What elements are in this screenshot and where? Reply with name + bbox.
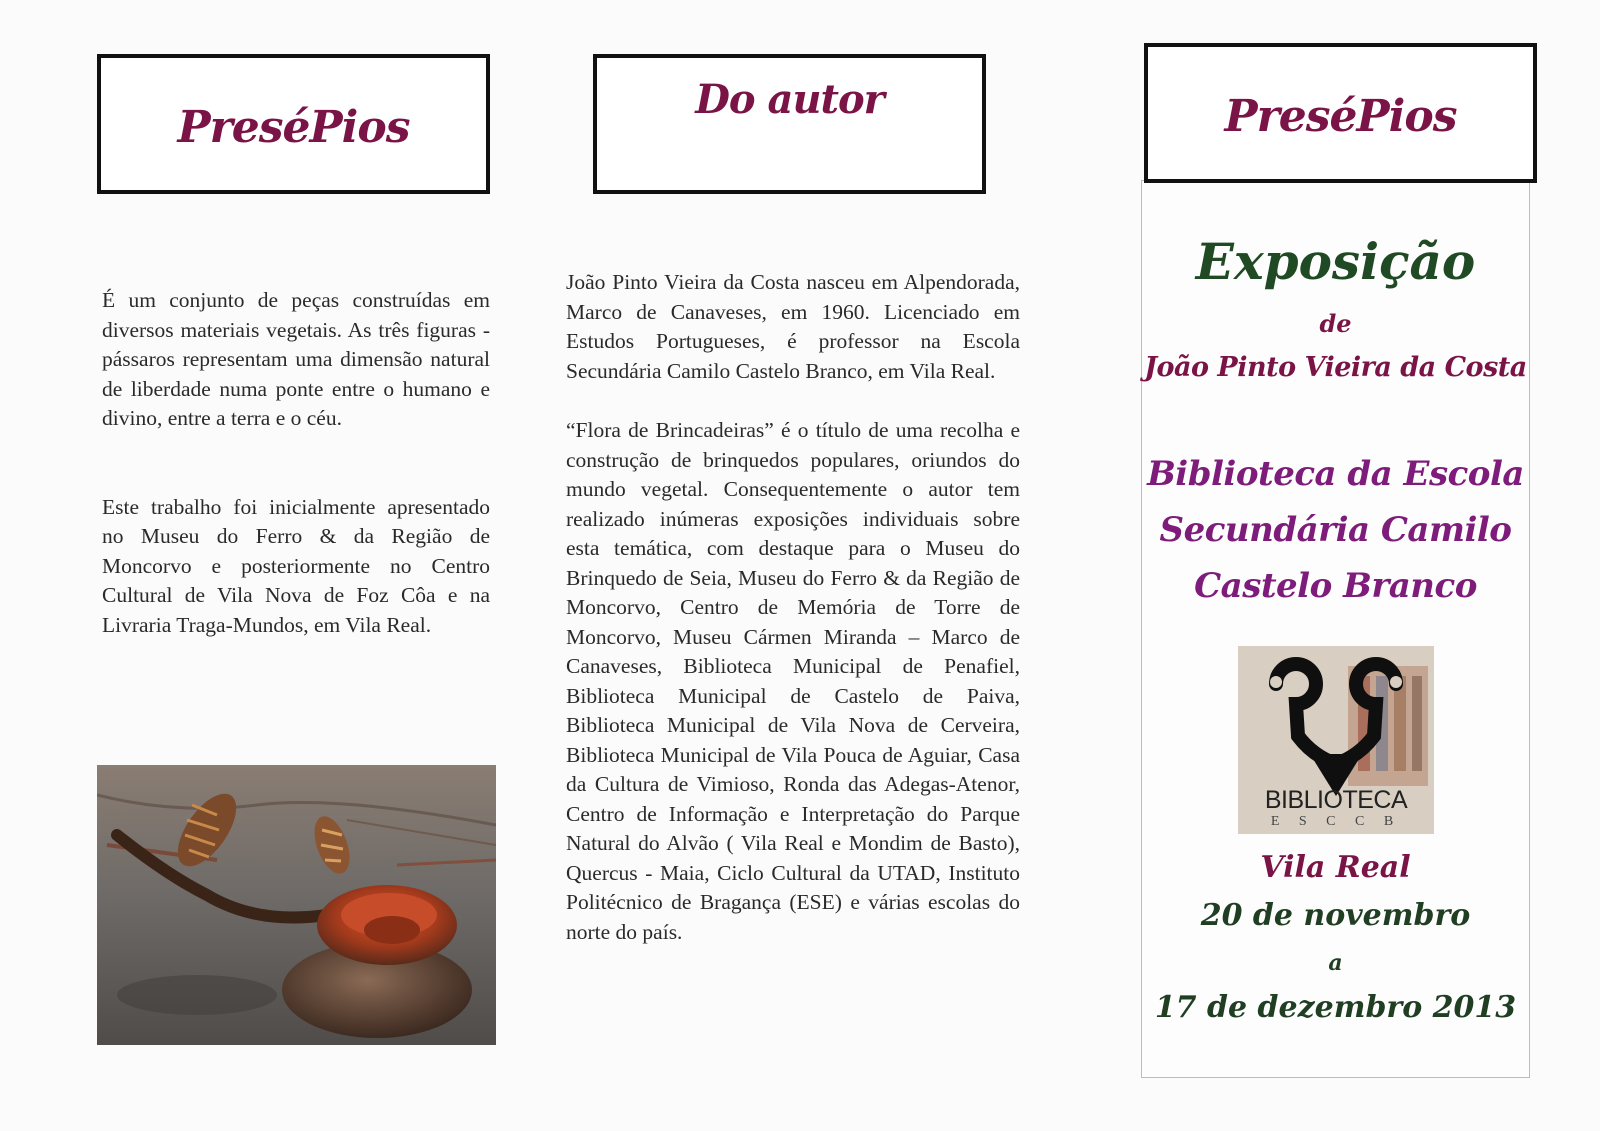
- presepio-photo: [97, 765, 496, 1045]
- right-panel-title: PreséPios: [1224, 91, 1457, 142]
- left-panel-title: PreséPios: [177, 102, 410, 153]
- middle-paragraph-1: João Pinto Vieira da Costa nasceu em Alpendorada, Marco de Canaveses, em 1960. Licenciado em Estudos Portugueses, é professor na Escola Secundária Camilo Castelo Branco, em Vila Real.: [566, 270, 1020, 383]
- middle-panel-text: [566, 268, 1020, 947]
- logo-text: BIBLIOTECA: [1264, 786, 1408, 814]
- middle-title-box: [593, 54, 986, 194]
- exhibition-de: de: [1319, 309, 1352, 338]
- date-separator: a: [1328, 950, 1343, 976]
- left-panel-text: [102, 286, 490, 640]
- middle-panel-title: Do autor: [695, 76, 884, 123]
- presepio-photo-image: [97, 765, 496, 1045]
- city: Vila Real: [1260, 850, 1411, 885]
- venue-line-2: Secundária Camilo: [1159, 510, 1512, 550]
- middle-paragraph-2: “Flora de Brincadeiras” é o título de uma recolha e construção de brinquedos populares, oriundos do mundo vegetal. Consequentemente o autor tem realizado inúmeras exposições individuais sobre esta temática, com destaque para o Museu do Brinquedo de Seia, Museu do Ferro & da Região de Moncorvo, Centro de Memória de Torre de Moncorvo, Museu Cármen Miranda – Marco de Canaveses, Biblioteca Municipal de Penafiel, Biblioteca Municipal de Castelo de Paiva, Biblioteca Municipal de Vila Nova de Cerveira, Biblioteca Municipal de Vila Pouca de Aguiar, Casa da Cultura de Vimioso, Ronda das Adegas-Atenor, Centro de Informação e Interpretação do Parque Natural do Alvão ( Vila Real e Mondim de Basto), Quercus - Maia, Ciclo Cultural da UTAD, Instituto Politécnico de Bragança (ESE) e várias escolas do norte do país.: [566, 418, 1020, 944]
- date-start: 20 de novembro: [1200, 898, 1471, 933]
- date-end: 17 de dezembro 2013: [1154, 990, 1517, 1025]
- left-paragraph-2: Este trabalho foi inicialmente apresentado no Museu do Ferro & da Região de Moncorvo e posteriormente no Centro Cultural de Vila Nova de Foz Côa e na Livraria Traga-Mundos, em Vila Real.: [102, 494, 490, 637]
- left-title-box: [97, 54, 490, 194]
- logo-subtext: E S C C B: [1270, 814, 1402, 829]
- right-title-box: [1144, 43, 1537, 183]
- venue-line-1: Biblioteca da Escola: [1147, 454, 1524, 494]
- exhibition-heading: Exposição: [1195, 232, 1476, 291]
- venue-line-3: Castelo Branco: [1194, 566, 1477, 606]
- left-paragraph-1: É um conjunto de peças construídas em diversos materiais vegetais. As três figuras - pássaros representam uma dimensão natural de liberdade numa ponte entre o humano e divino, entre a terra e o céu.: [102, 288, 490, 430]
- author-name: João Pinto Vieira da Costa: [1144, 352, 1527, 383]
- biblioteca-logo: [1238, 646, 1434, 834]
